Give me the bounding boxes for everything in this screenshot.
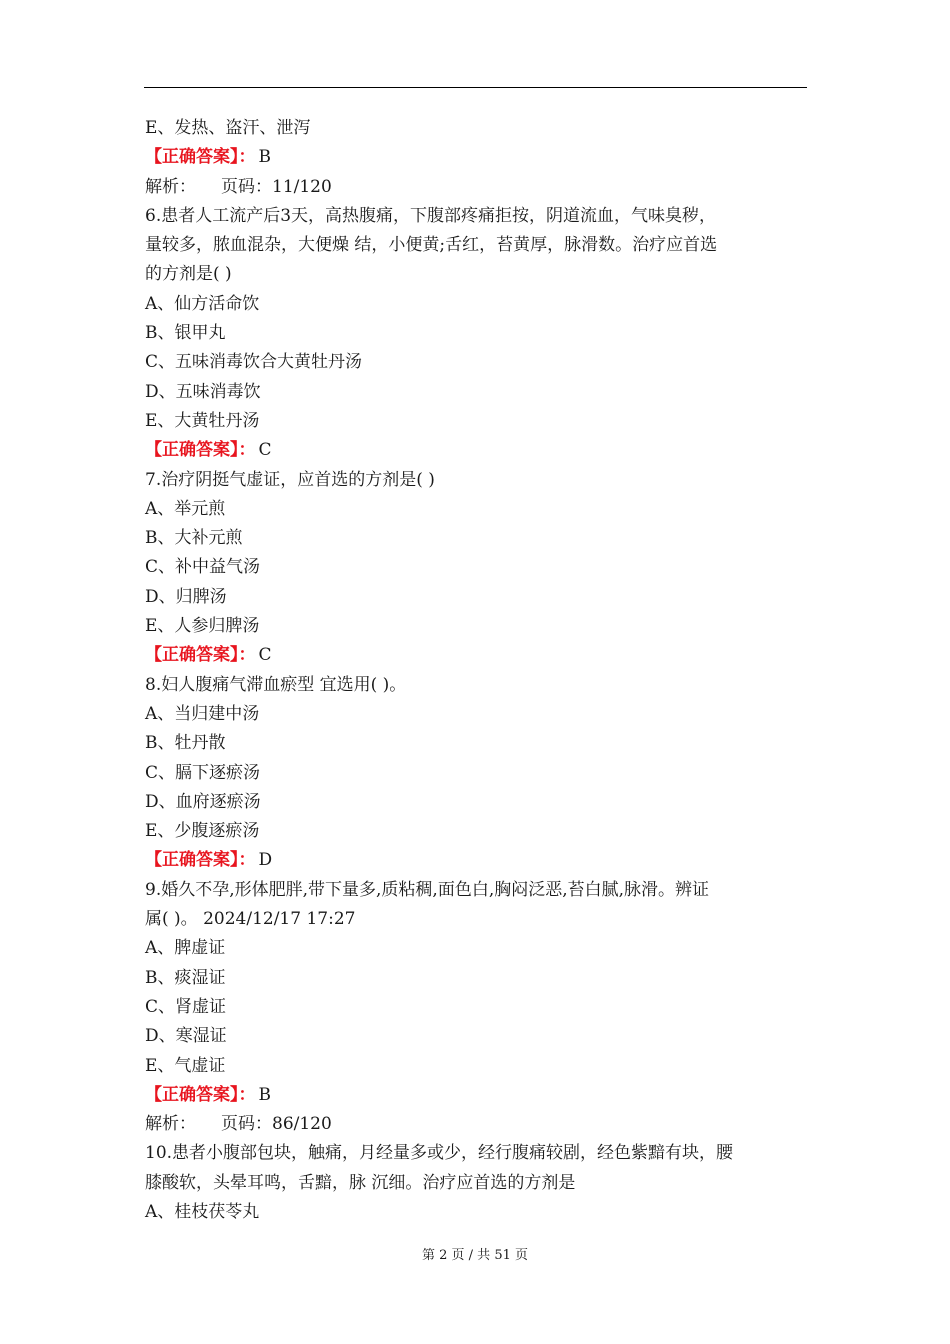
question-text: 9.婚久不孕,形体肥胖,带下量多,质粘稠,面色白,胸闷泛恶,苔白腻,脉滑。辨证: [145, 879, 710, 900]
answer-option: B、大补元煎: [145, 528, 243, 549]
correct-answer-label: 【正确答案】：: [145, 850, 256, 871]
answer-option: D、血府逐瘀汤: [145, 791, 261, 812]
correct-answer: [145, 1081, 810, 1110]
header-rule: [144, 87, 807, 88]
answer-option: B、银甲丸: [145, 323, 226, 344]
correct-answer: [145, 143, 810, 172]
answer-option: A、举元煎: [145, 498, 226, 519]
correct-answer-value: B: [258, 147, 271, 168]
correct-answer: [145, 846, 810, 875]
page-content: [145, 114, 810, 1227]
answer-option: B、痰湿证: [145, 967, 226, 988]
answer-option: A、当归建中汤: [145, 703, 260, 724]
correct-answer-value: C: [258, 645, 272, 666]
answer-option: E、少腹逐瘀汤: [145, 821, 260, 842]
analysis-line: [145, 173, 810, 202]
analysis-line: [145, 1110, 810, 1139]
correct-answer-label: 【正确答案】：: [145, 1084, 256, 1105]
question-text: 7.治疗阴挺气虚证，应首选的方剂是( ): [145, 469, 435, 490]
page-footer: [0, 1244, 950, 1263]
analysis-page-ref: 页码：11/120: [221, 176, 332, 197]
question-text: 8.妇人腹痛气滞血瘀型 宜选用( )。: [145, 674, 407, 695]
answer-option: E、人参归脾汤: [145, 616, 260, 637]
analysis-page-ref: 页码：86/120: [221, 1114, 332, 1135]
answer-option: D、五味消毒饮: [145, 381, 261, 402]
correct-answer-label: 【正确答案】：: [145, 147, 256, 168]
answer-option: C、膈下逐瘀汤: [145, 762, 261, 783]
question-text: 量较多，脓血混杂，大便燥 结，小便黄;舌红，苔黄厚，脉滑数。治疗应首选: [145, 235, 718, 256]
answer-option: A、桂枝茯苓丸: [145, 1201, 260, 1222]
question-text: 的方剂是( ): [145, 264, 232, 285]
answer-option: E、发热、盗汗、泄泻: [145, 118, 311, 138]
correct-answer-value: B: [258, 1084, 271, 1105]
page-number: 第 2 页 / 共 51 页: [422, 1248, 528, 1263]
question-text: 属( )。 2024/12/17 17:27: [145, 909, 356, 930]
question-text: 10.患者小腹部包块，触痛，月经量多或少，经行腹痛较剧，经色紫黯有块，腰: [145, 1143, 734, 1164]
answer-option: D、归脾汤: [145, 586, 227, 607]
answer-option: C、补中益气汤: [145, 557, 261, 578]
correct-answer-label: 【正确答案】：: [145, 440, 256, 461]
correct-answer: [145, 436, 810, 465]
answer-option: C、五味消毒饮合大黄牡丹汤: [145, 352, 363, 373]
correct-answer-value: D: [258, 850, 273, 871]
question-text: 膝酸软，头晕耳鸣，舌黯，脉 沉细。治疗应首选的方剂是: [145, 1172, 576, 1193]
answer-option: A、仙方活命饮: [145, 293, 260, 314]
answer-option: C、肾虚证: [145, 996, 227, 1017]
correct-answer-value: C: [258, 440, 272, 461]
answer-option: A、脾虚证: [145, 938, 226, 959]
analysis-label: 解析：: [145, 1114, 196, 1135]
correct-answer-label: 【正确答案】：: [145, 645, 256, 666]
question-text: 6.患者人工流产后3天，高热腹痛，下腹部疼痛拒按，阴道流血，气味臭秽，: [145, 205, 717, 226]
answer-option: E、气虚证: [145, 1055, 226, 1076]
correct-answer: [145, 641, 810, 670]
answer-option: D、寒湿证: [145, 1026, 227, 1047]
answer-option: B、牡丹散: [145, 733, 226, 754]
answer-option: E、大黄牡丹汤: [145, 410, 260, 431]
analysis-label: 解析：: [145, 176, 196, 197]
